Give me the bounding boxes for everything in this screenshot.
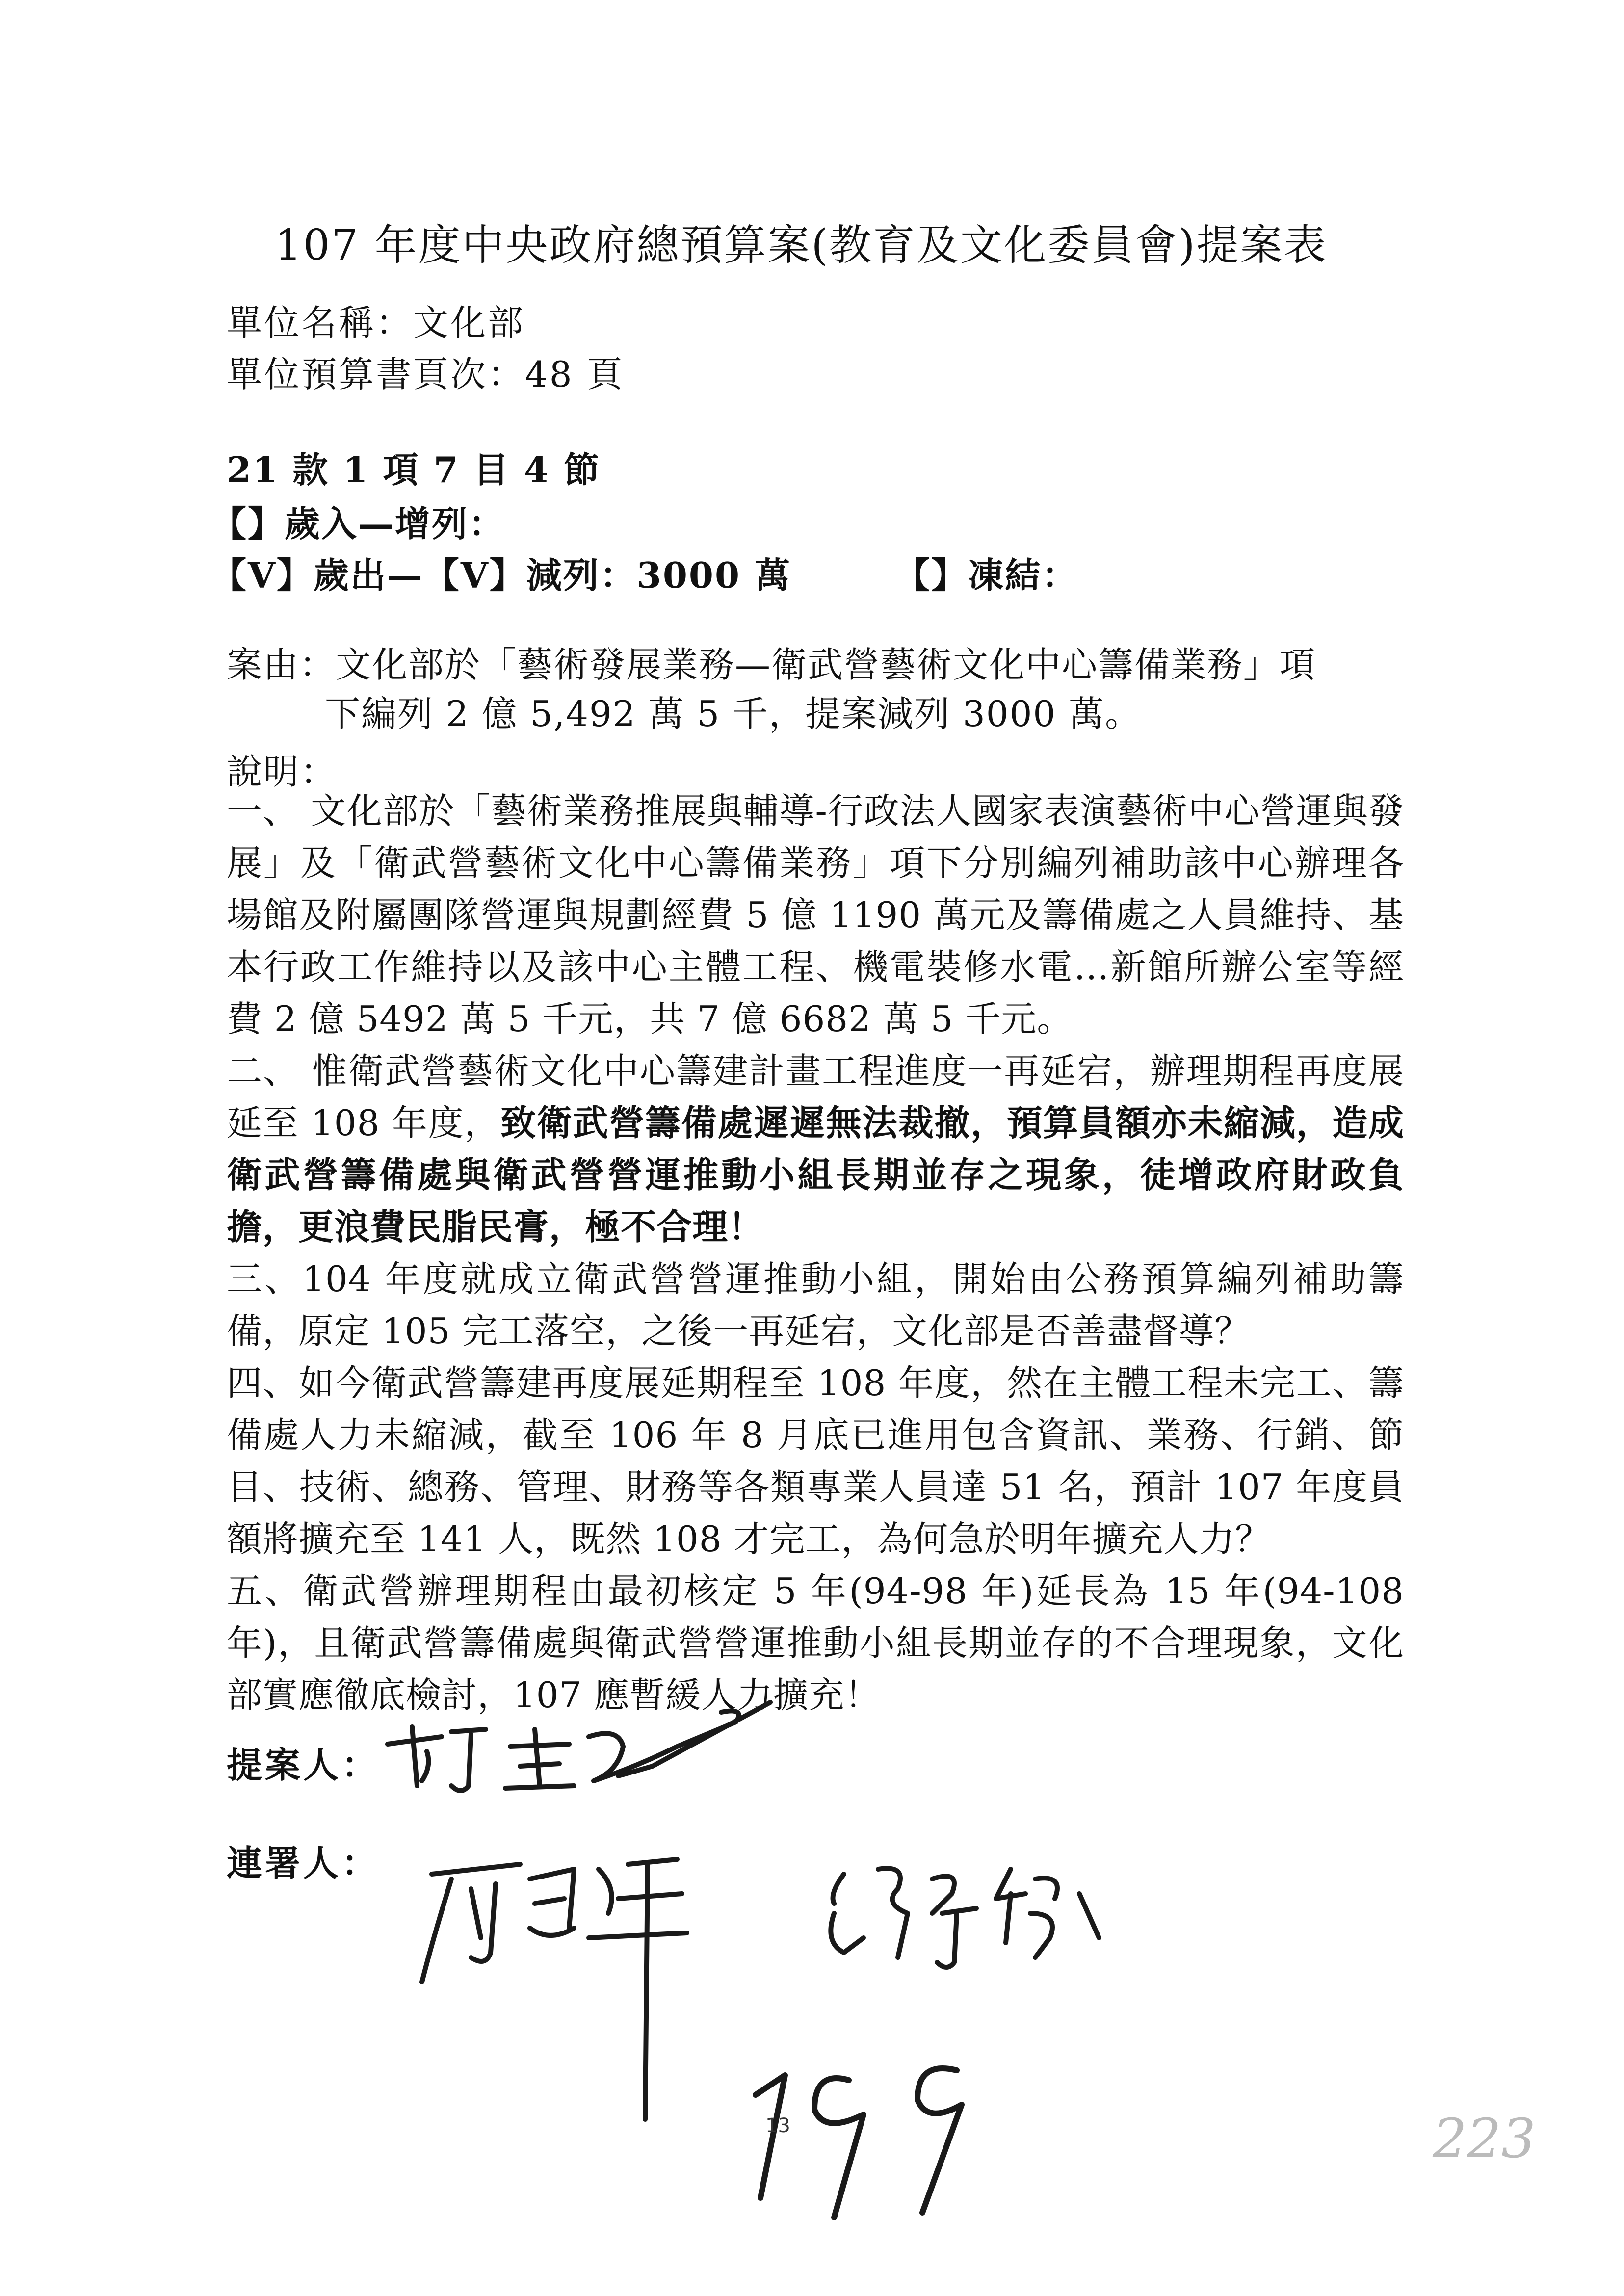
budget-section-code: 21 款 1 項 7 目 4 節 <box>227 449 601 491</box>
income-increase-line: 【】歲入—增列： <box>211 503 506 545</box>
expense-reduction-text: 【V】歲出—【V】減列：3000 萬 <box>211 554 792 596</box>
cosigner-signature-1 <box>422 1859 687 2119</box>
explanation-item-3: 三、104 年度就成立衛武營營運推動小組，開始由公務預算編列補助籌備，原定 105 完工落空，之後一再延宕，文化部是否善盡督導？ <box>227 1258 1404 1352</box>
reason-line-2: 下編列 2 億 5,492 萬 5 千，提案減列 3000 萬。 <box>325 693 1142 734</box>
cosigner-signature-2 <box>831 1868 1099 1967</box>
explanation-item-1: 一、 文化部於「藝術業務推展與輔導-行政法人國家表演藝術中心營運與發展」及「衛武營藝術文化中心籌備業務」項下分別編列補助該中心辦理各場館及附屬團隊營運與規劃經費 5 億 1190 萬元及籌備處之人員維持、基本行政工作維持以及該中心主體工程、機電裝修水電…新館所辦公室等經費 2 億 5492 萬 5 千元，共 7 億 6682 萬 5 千元。 <box>227 790 1404 1040</box>
explanation-label: 說明： <box>227 751 338 792</box>
proposer-signature <box>388 1702 770 1791</box>
item-2-bold-text: 致衛武營籌備處遲遲無法裁撤，預算員額亦未縮減，造成衛武營籌備處與衛武營營運推動小組長期並存之現象，徒增政府財政負擔，更浪費民脂民膏，極不合理！ <box>227 1102 1404 1248</box>
cosigner-label: 連署人： <box>227 1842 380 1884</box>
explanation-item-4: 四、如今衛武營籌建再度展延期程至 108 年度，然在主體工程未完工、籌備處人力未縮減，截至 106 年 8 月底已進用包含資訊、業務、行銷、節目、技術、總務、管理、財務等各類專業人員達 51 名，預計 107 年度員額將擴充至 141 人，既然 108 才完工，為何急於明年擴充人力？ <box>227 1362 1404 1560</box>
page-number: 13 <box>765 2114 790 2137</box>
document-title: 107 年度中央政府總預算案(教育及文化委員會)提案表 <box>275 221 1328 270</box>
proposer-label: 提案人： <box>227 1744 380 1786</box>
handwritten-number <box>756 2068 962 2218</box>
unit-name: 單位名稱：文化部 <box>227 302 525 343</box>
margin-page-number: 223 <box>1433 2107 1536 2170</box>
reason-line-1: 案由：文化部於「藝術發展業務—衛武營藝術文化中心籌備業務」項 <box>227 644 1316 685</box>
explanation-item-5: 五、衛武營辦理期程由最初核定 5 年(94-98 年)延長為 15 年(94-108 年)，且衛武營籌備處與衛武營營運推動小組長期並存的不合理現象，文化部實應徹底檢討，107 應暫緩人力擴充！ <box>227 1570 1404 1716</box>
item-2-text: 二、 惟衛武營藝術文化中心籌建計畫工程進度一再延宕，辦理期程再度展延至 108 年度， <box>227 1050 1404 1144</box>
unit-budget-page: 單位預算書頁次：48 頁 <box>227 354 625 395</box>
freeze-text: 【】凍結： <box>894 554 1079 596</box>
